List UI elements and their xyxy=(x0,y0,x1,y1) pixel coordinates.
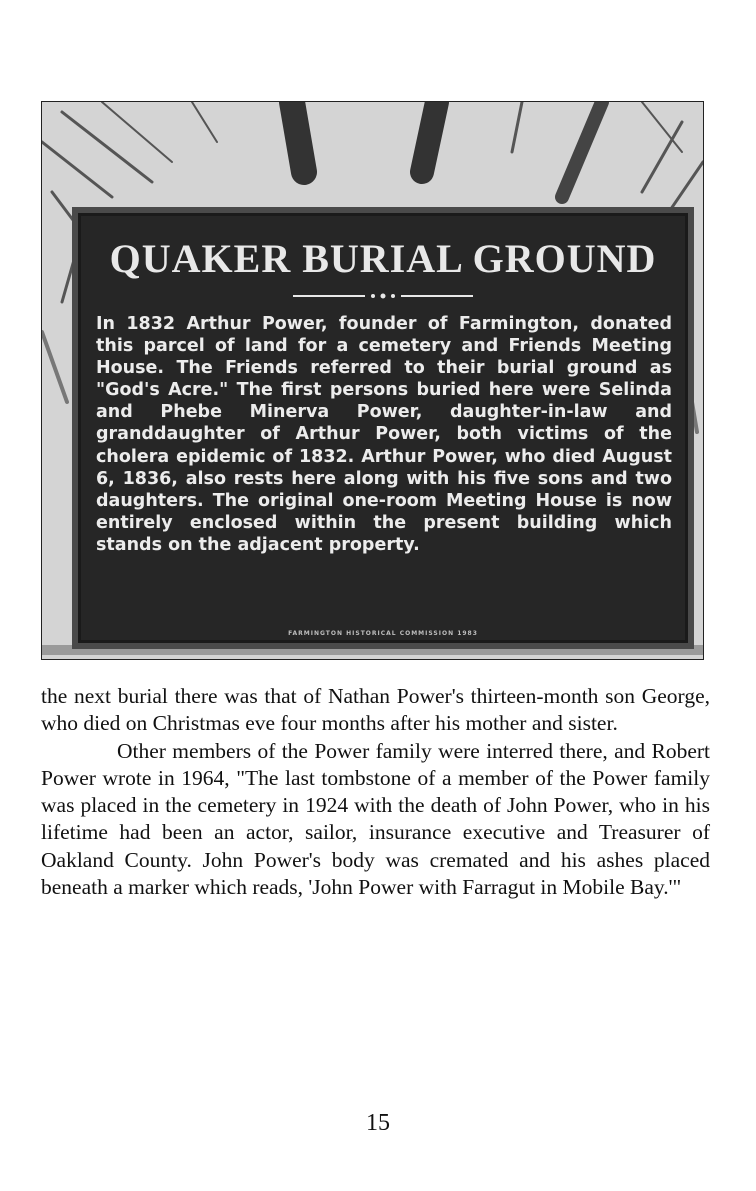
paragraph-2: Other members of the Power family were interred there, and Robert Power wrote in 1964, "The last tombstone of a member of the Power family was placed in the cemetery in 1924 with the death of John Power, who in his lifetime had been an actor, sailor, insurance executive and Treasurer of Oakland County. John Power's body was cremated and his ashes placed beneath a marker which reads, 'John Power with Farragut in Mobile Bay.'" xyxy=(41,738,710,900)
historical-marker-photo xyxy=(41,101,704,660)
sign-board xyxy=(72,207,694,649)
paragraph-1: the next burial there was that of Nathan Power's thirteen-month son George, who died on Christmas eve four months after his mother and sister. xyxy=(41,684,710,736)
sign-credit: FARMINGTON HISTORICAL COMMISSION 1983 xyxy=(288,630,478,637)
sign-inscription: In 1832 Arthur Power, founder of Farmington, donated this parcel of land for a cemetery and Friends Meeting House. The Friends referred to their burial ground as "God's Acre." The first persons buried here were Selinda and Phebe Minerva Power, daughter-in-law and granddaughter of Arthur Power, both victims of the cholera epidemic of 1832. Arthur Power, who died August 6, 1836, also rests here along with his five sons and two daughters. The original one-room Meeting House is now entirely enclosed within the present building which stands on the adjacent property. xyxy=(96,314,672,555)
page-body-text xyxy=(41,683,710,901)
page-number: 15 xyxy=(366,1110,390,1136)
sign-title: QUAKER BURIAL GROUND xyxy=(109,236,657,281)
ornament-divider xyxy=(293,293,473,299)
